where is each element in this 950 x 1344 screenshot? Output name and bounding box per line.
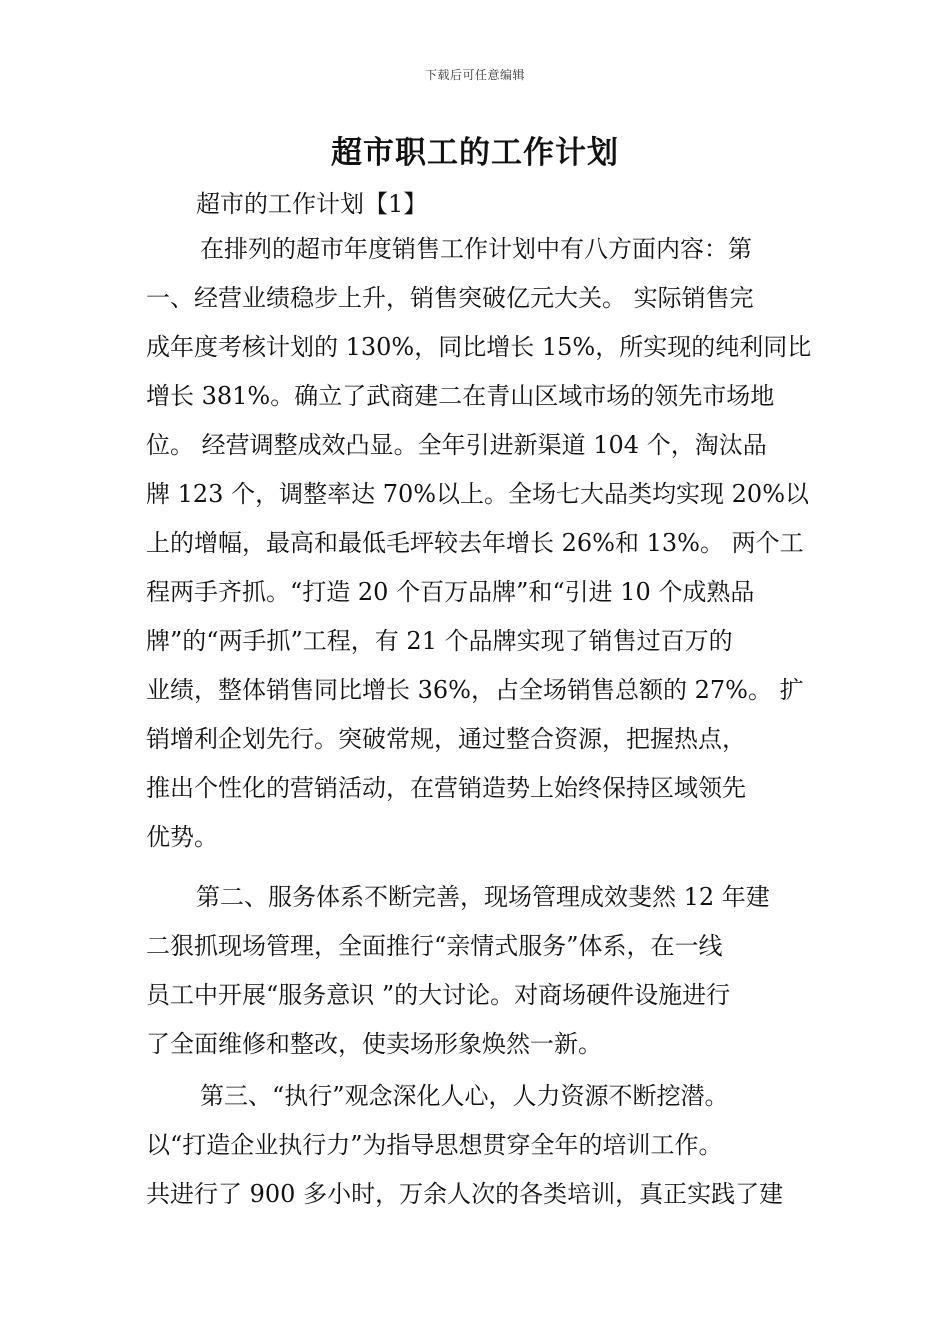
paragraph-line: 业绩，整体销售同比增长 36%，占全场销售总额的 27%。 扩 <box>146 676 804 704</box>
paragraph-3 <box>146 1072 783 1219</box>
paragraph-line: 位。 经营调整成效凸显。全年引进新渠道 104 个，淘汰品 <box>146 431 767 459</box>
page-header-note: 下载后可任意编辑 <box>424 68 525 82</box>
paragraph-line: 以“打造企业执行力”为指导思想贯穿全年的培训工作。 <box>146 1131 723 1159</box>
paragraph-line: 员工中开展“服务意识 ”的大讨论。对商场硬件设施进行 <box>146 981 731 1009</box>
paragraph-line: 一、经营业绩稳步上升，销售突破亿元大关。 实际销售完 <box>146 284 754 312</box>
document-title: 超市职工的工作计划 <box>331 135 619 171</box>
paragraph-2 <box>146 873 770 1069</box>
paragraph-line: 增长 381%。确立了武商建二在青山区域市场的领先市场地 <box>146 382 775 410</box>
paragraph-line: 第二、服务体系不断完善，现场管理成效斐然 12 年建 <box>196 883 770 911</box>
paragraph-line: 销增利企划先行。突破常规，通过整合资源，把握热点， <box>146 725 746 753</box>
paragraph-line: 在排列的超市年度销售工作计划中有八方面内容：第 <box>200 235 752 263</box>
paragraph-1 <box>146 225 811 862</box>
paragraph-line: 上的增幅，最高和最低毛坪较去年增长 26%和 13%。 两个工 <box>146 529 804 557</box>
paragraph-line: 成年度考核计划的 130%，同比增长 15%，所实现的纯利同比 <box>146 333 812 361</box>
paragraph-line: 牌”的“两手抓”工程，有 21 个品牌实现了销售过百万的 <box>146 627 733 655</box>
paragraph-line: 二狠抓现场管理，全面推行“亲情式服务”体系，在一线 <box>146 932 723 960</box>
section-heading: 超市的工作计划【1】 <box>196 190 428 218</box>
paragraph-line: 第三、“执行”观念深化人心，人力资源不断挖潜。 <box>200 1082 729 1110</box>
paragraph-line: 了全面维修和整改，使卖场形象焕然一新。 <box>146 1030 602 1058</box>
paragraph-line: 共进行了 900 多小时，万余人次的各类培训，真正实践了建 <box>146 1180 784 1208</box>
paragraph-line: 推出个性化的营销活动，在营销造势上始终保持区域领先 <box>146 774 746 802</box>
paragraph-line: 牌 123 个，调整率达 70%以上。全场七大品类均实现 20%以 <box>146 480 810 508</box>
paragraph-line: 程两手齐抓。“打造 20 个百万品牌”和“引进 10 个成熟品 <box>146 578 755 606</box>
paragraph-line: 优势。 <box>146 823 218 851</box>
